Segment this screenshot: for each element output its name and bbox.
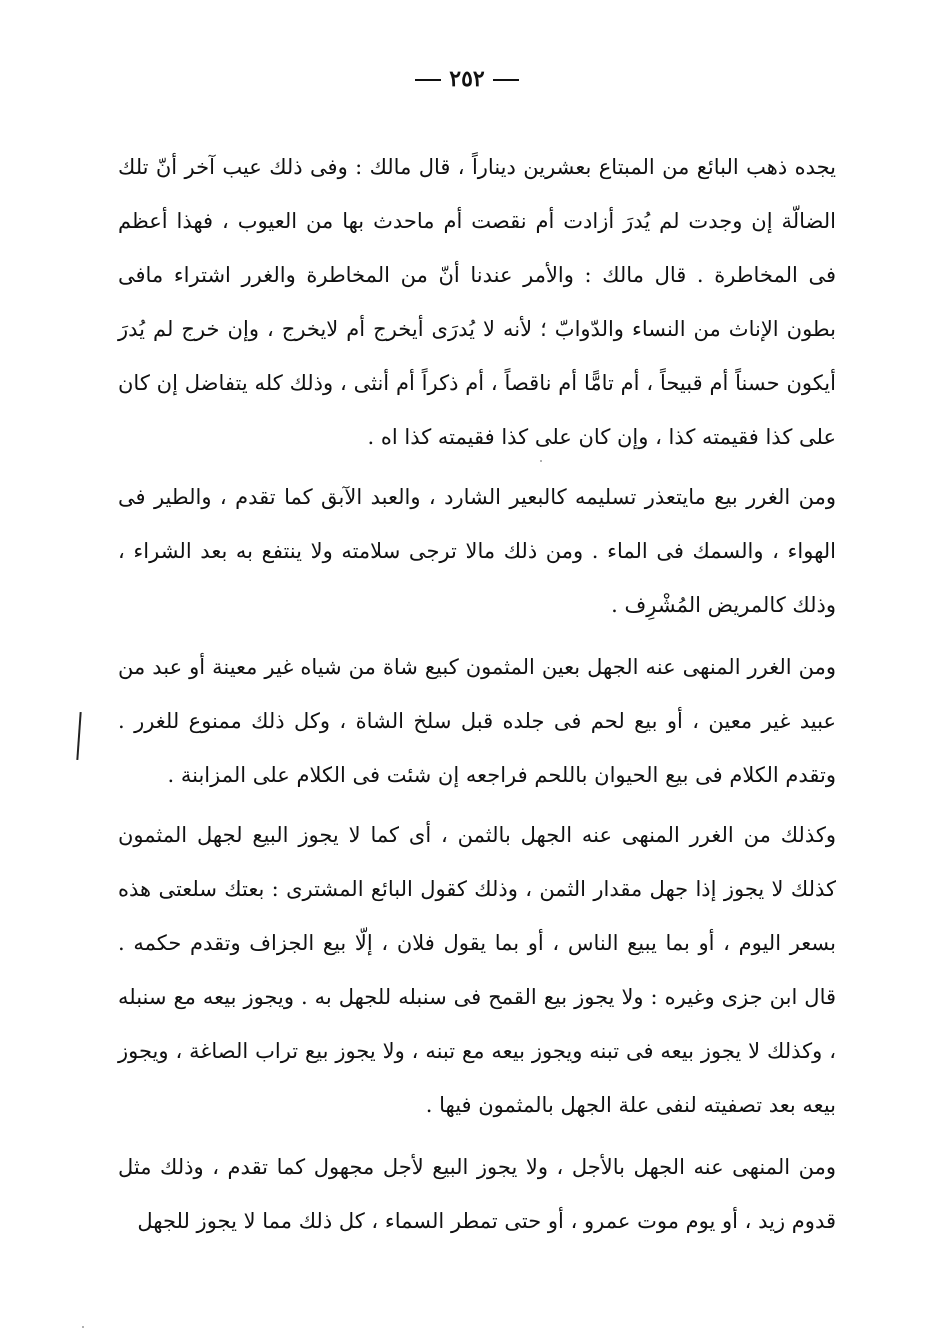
scan-speck bbox=[82, 1326, 84, 1328]
paragraph-5: ومن المنهى عنه الجهل بالأجل ، ولا يجوز البيع لأجل مجهول كما تقدم ، وذلك مثل قدوم زيد ، أو يوم موت عمرو ، أو حتى تمطر السماء ، كل ذلك مما لا يجوز للجهل bbox=[118, 1155, 836, 1233]
scan-speck bbox=[540, 460, 542, 462]
header-dash-right bbox=[493, 79, 519, 81]
page-number: ٢٥٢ bbox=[449, 66, 485, 92]
body-text bbox=[118, 140, 836, 1248]
paragraph-4: وكذلك من الغرر المنهى عنه الجهل بالثمن ، أى كما لا يجوز البيع لجهل المثمون كذلك لا يجوز إذا جهل مقدار الثمن ، وذلك كقول البائع المشترى : بعتك سلعتى هذه بسعر اليوم ، أو بما يبيع الناس ، أو بما يقول فلان ، إلّا بيع الجزاف وتقدم حكمه . قال ابن جزى وغيره : ولا يجوز بيع القمح فى سنبله للجهل به . ويجوز بيعه مع سنبله ، وكذلك لا يجوز بيعه فى تبنه ويجوز بيعه مع تبنه ، ولا يجوز بيع تراب الصاغة ، ويجوز بيعه بعد تصفيته لنفى علة الجهل بالمثمون فيها . bbox=[118, 823, 836, 1117]
paragraph-2: ومن الغرر بيع مايتعذر تسليمه كالبعير الشارد ، والعبد الآبق كما تقدم ، والطير فى الهواء ، والسمك فى الماء . ومن ذلك مالا ترجى سلامته ولا ينتفع به بعد الشراء ، وذلك كالمريض المُشْرِف . bbox=[118, 485, 836, 617]
page-header bbox=[0, 66, 934, 92]
paragraph-1: يجده ذهب البائع من المبتاع بعشرين ديناراً ، قال مالك : وفى ذلك عيب آخر أنّ تلك الضالّة إن وجدت لم يُدرَ أزادت أم نقصت أم ماحدث بها من العيوب ، فهذا أعظم فى المخاطرة . قال مالك : والأمر عندنا أنّ من المخاطرة والغرر اشتراء مافى بطون الإناث من النساء والدّوابّ ؛ لأنه لا يُدرَى أيخرج أم لايخرج ، وإن خرج لم يُدرَ أيكون حسناً أم قبيحاً ، أم تامًّا أم ناقصاً ، أم ذكراً أم أنثى ، وذلك كله يتفاضل إن كان على كذا فقيمته كذا ، وإن كان على كذا فقيمته كذا اه . bbox=[118, 155, 836, 449]
margin-pen-mark bbox=[76, 712, 81, 760]
paragraph-3: ومن الغرر المنهى عنه الجهل بعين المثمون كبيع شاة من شياه غير معينة أو عبد من عبيد غير معين ، أو بيع لحم فى جلده قبل سلخ الشاة ، وكل ذلك ممنوع للغرر . وتقدم الكلام فى بيع الحيوان باللحم فراجعه إن شئت فى الكلام على المزابنة . bbox=[118, 655, 836, 787]
header-dash-left bbox=[415, 79, 441, 81]
